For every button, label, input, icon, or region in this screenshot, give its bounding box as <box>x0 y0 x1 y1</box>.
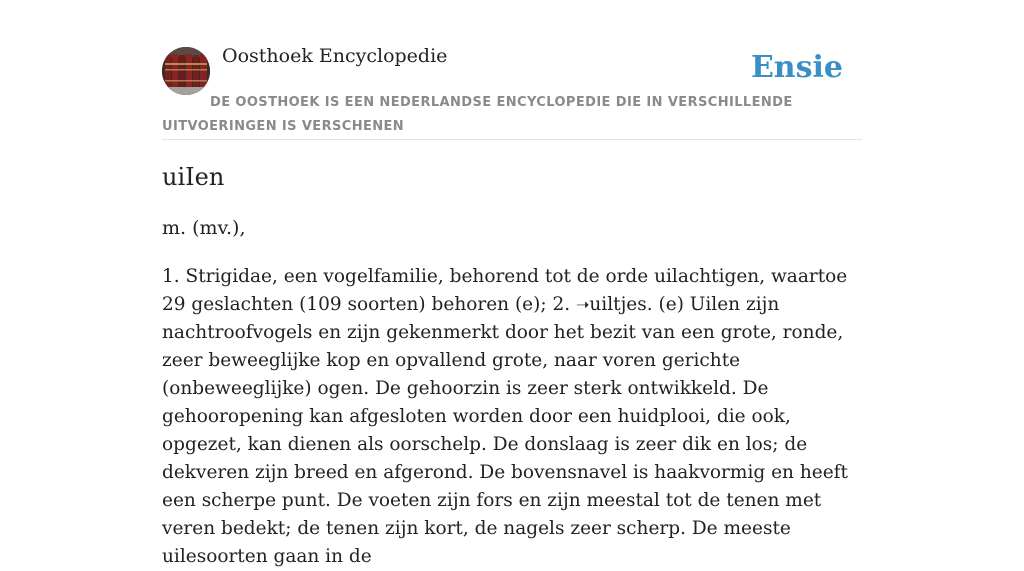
site-header <box>162 0 862 140</box>
definition-text: 1. Strigidae, een vogelfamilie, behorend tot de orde uilachtigen, waartoe 29 geslachten (109 soorten) behoren (e); 2. <box>162 266 848 315</box>
content-container <box>162 0 862 567</box>
cross-reference-label: uiltjes <box>589 294 647 315</box>
cross-reference-link[interactable] <box>576 294 647 315</box>
site-name-link[interactable]: Oosthoek Encyclopedie <box>222 45 448 67</box>
definition-text-continued: . (e) Uilen zijn nachtroofvogels en zijn gekenmerkt door het bezit van een grote, ronde, zeer beweeglijke kop en opvallend grote, naar voren gerichte (onbeweeglijke) ogen. De gehoorzin is zeer sterk ontwikkeld. De gehooropening kan afgesloten worden door een huidplooi, die ook, opgezet, kan dienen als oorschelp. De donslaag is zeer dik en los; de dekveren zijn breed en afgerond. De bovensnavel is haakvormig en heeft een scherpe punt. De voeten zijn fors en zijn meestal tot de tenen met veren bedekt; de tenen zijn kort, de nagels zeer scherp. De meeste uilesoorten gaan in de <box>162 294 848 567</box>
encyclopedia-books-icon <box>162 47 210 95</box>
article-definition <box>162 263 862 571</box>
avatar[interactable] <box>162 47 210 95</box>
site-description: DE OOSTHOEK IS EEN NEDERLANDSE ENCYCLOPEDIE DIE IN VERSCHILLENDE UITVOERINGEN IS VERSCHENEN <box>162 95 793 134</box>
ensie-brand-logo[interactable]: Ensie <box>750 50 843 85</box>
arrow-right-icon: ➝ <box>575 295 590 314</box>
article-title: uiIen <box>162 163 225 191</box>
grammar-info: m. (mv.), <box>162 217 246 239</box>
